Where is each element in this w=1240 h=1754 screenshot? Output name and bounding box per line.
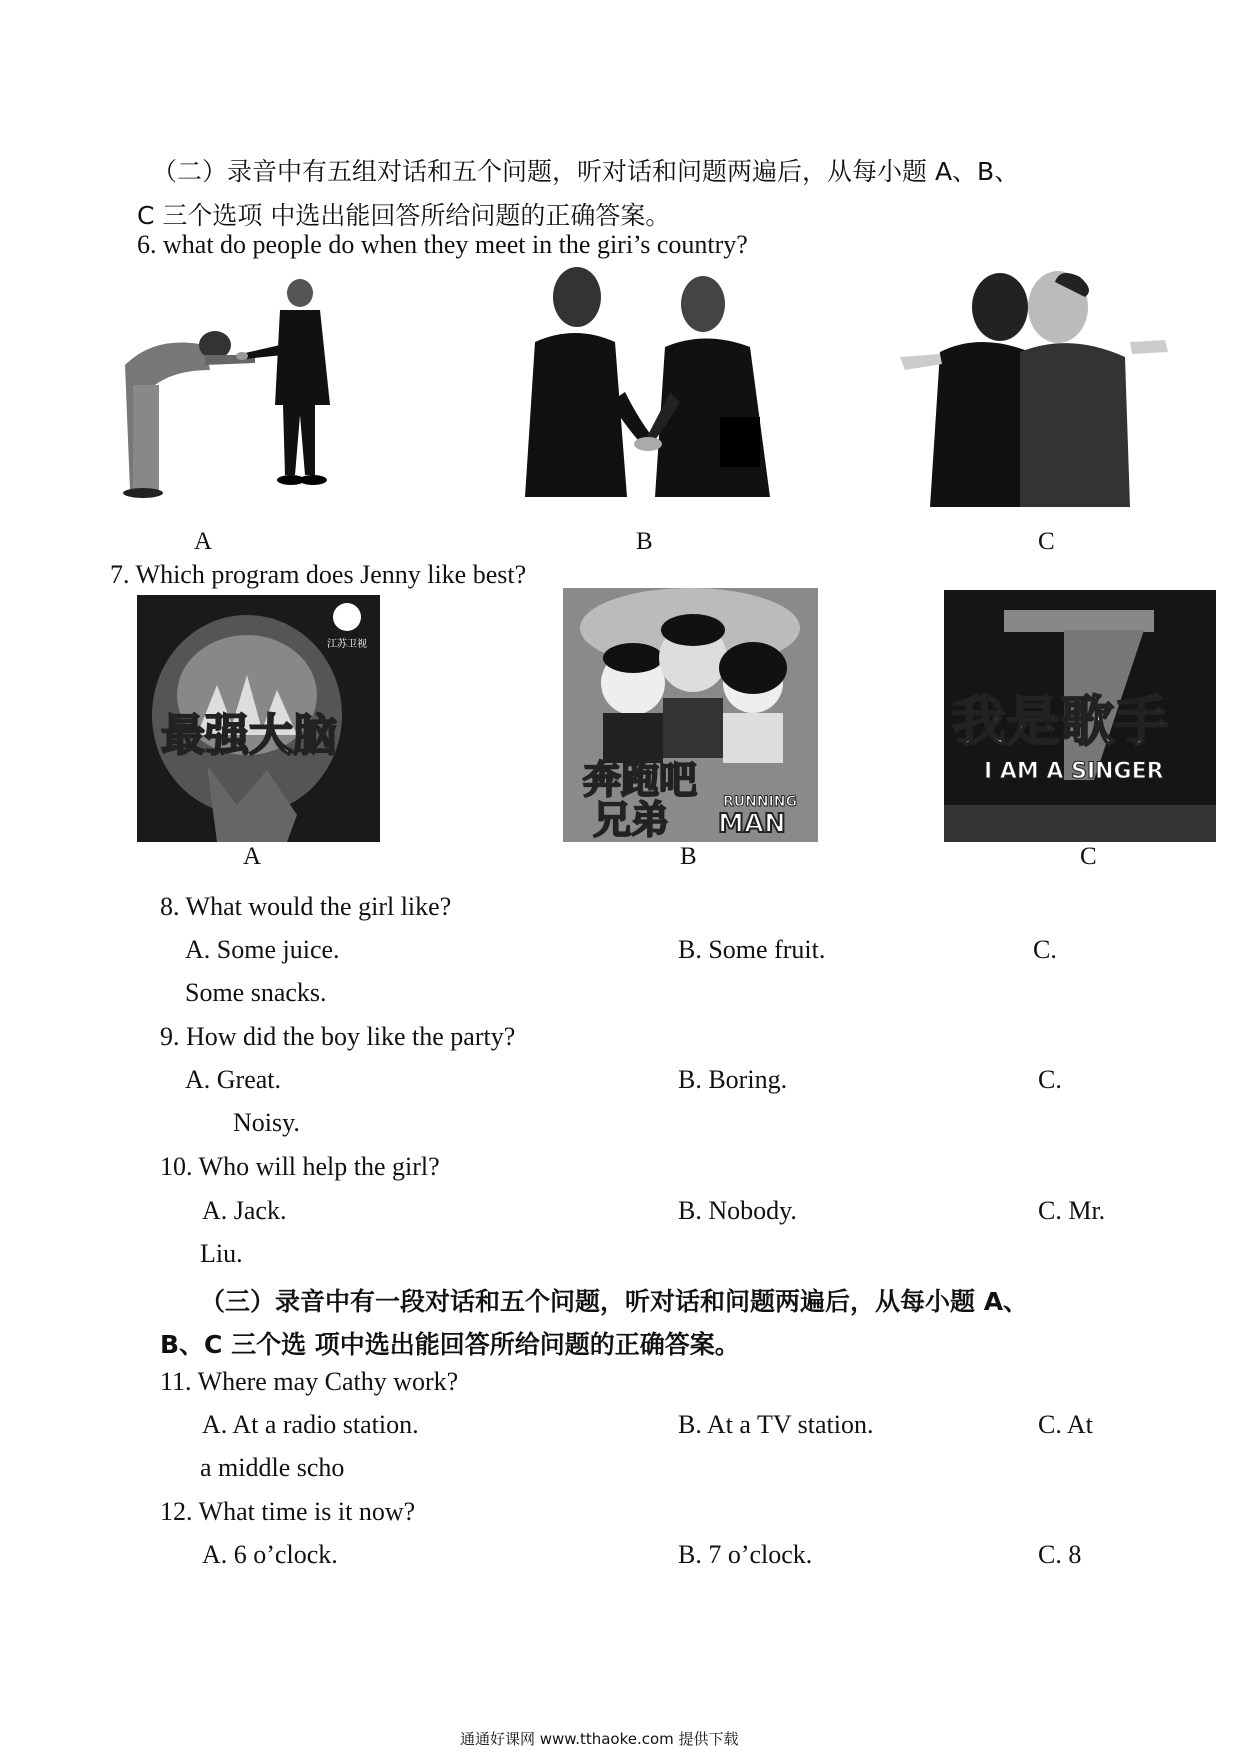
q7-poster-b <box>563 588 818 842</box>
q10-option-a: A. Jack. <box>202 1196 287 1225</box>
question-8: 8. What would the girl like? <box>160 892 452 921</box>
q8-option-c-text: Some snacks. <box>185 978 327 1007</box>
question-11: 11. Where may Cathy work? <box>160 1367 459 1396</box>
q6-label-b: B <box>636 528 653 555</box>
q7-label-c: C <box>1080 843 1097 870</box>
question-10: 10. Who will help the girl? <box>160 1152 440 1181</box>
q10-option-b: B. Nobody. <box>678 1196 797 1225</box>
q11-option-a: A. At a radio station. <box>202 1410 419 1439</box>
q7-poster-c <box>944 590 1216 842</box>
q7-poster-c-sub: I AM A SINGER <box>984 759 1164 784</box>
q7-poster-b-title-1: 奔跑吧 <box>583 758 698 802</box>
q9-option-a: A. Great. <box>185 1065 282 1094</box>
q12-option-a: A. 6 o’clock. <box>202 1540 338 1569</box>
q11-option-c-text: a middle scho <box>200 1453 345 1482</box>
q9-option-b: B. Boring. <box>678 1065 788 1094</box>
page-footer: 通通好课网 www.tthaoke.com 提供下载 <box>460 1730 739 1748</box>
section-3-line-2: B、C 三个选 项中选出能回答所给问题的正确答案。 <box>160 1330 740 1359</box>
question-12: 12. What time is it now? <box>160 1497 416 1526</box>
q12-option-b: B. 7 o’clock. <box>678 1540 813 1569</box>
q8-option-c: C. <box>1033 935 1057 964</box>
q7-poster-a-logo: 江苏卫视 <box>327 639 367 650</box>
q7-label-a: A <box>243 843 262 870</box>
question-9: 9. How did the boy like the party? <box>160 1022 516 1051</box>
section-2-line-1: （二）录音中有五组对话和五个问题，听对话和问题两遍后，从每小题 A、B、 <box>152 157 1020 186</box>
q11-option-c: C. At <box>1038 1410 1093 1439</box>
q7-poster-c-title: 我是歌手 <box>952 690 1168 753</box>
q6-label-c: C <box>1038 528 1055 555</box>
q12-option-c: C. 8 <box>1038 1540 1082 1569</box>
q6-image-c-hug <box>880 262 1180 517</box>
q8-option-b: B. Some fruit. <box>678 935 826 964</box>
q9-option-c-text: Noisy. <box>233 1108 300 1137</box>
question-6: 6. what do people do when they meet in the giri’s country? <box>137 230 748 259</box>
q10-option-c: C. Mr. <box>1038 1196 1106 1225</box>
q8-option-a: A. Some juice. <box>185 935 340 964</box>
q11-option-b: B. At a TV station. <box>678 1410 874 1439</box>
q6-image-b-handshake <box>515 262 785 517</box>
section-2-line-2: C 三个选项 中选出能回答所给问题的正确答案。 <box>137 201 671 230</box>
question-7: 7. Which program does Jenny like best? <box>110 560 527 589</box>
q7-poster-a <box>137 595 380 842</box>
q7-poster-a-title: 最强大脑 <box>161 710 337 761</box>
q7-label-b: B <box>680 843 697 870</box>
q6-image-a-bowing <box>115 275 365 505</box>
q9-option-c: C. <box>1038 1065 1062 1094</box>
q7-poster-b-title-2: 兄弟 <box>593 798 670 842</box>
section-3-line-1: （三）录音中有一段对话和五个问题，听对话和问题两遍后，从每小题 A、 <box>200 1287 1029 1316</box>
q7-poster-b-sub-2: MAN <box>718 809 786 839</box>
q10-option-c-text: Liu. <box>200 1239 243 1268</box>
q6-label-a: A <box>194 528 213 555</box>
q7-poster-b-sub-1: RUNNING <box>723 794 797 810</box>
